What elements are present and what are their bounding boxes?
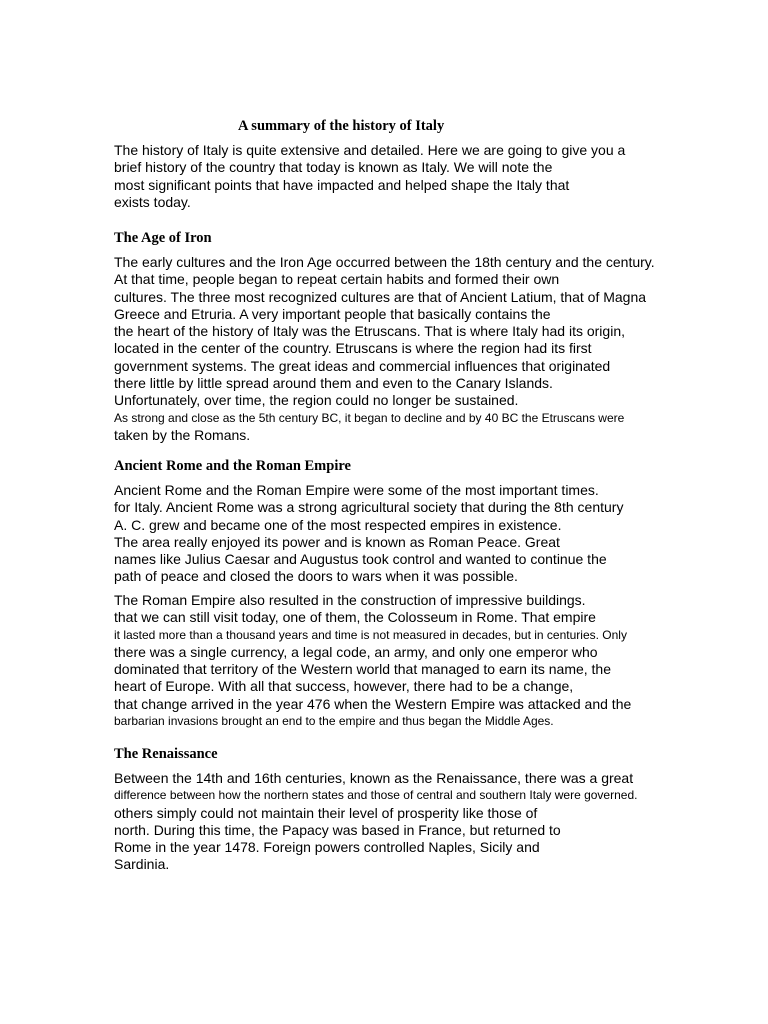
paragraph-line: heart of Europe. With all that success, however, there had to be a change, <box>114 678 574 695</box>
paragraph-line: there little by little spread around them and even to the Canary Islands. <box>114 375 553 392</box>
paragraph-line: located in the center of the country. Etruscans is where the region had its first <box>114 340 592 357</box>
paragraph-line: the heart of the history of Italy was the Etruscans. That is where Italy had its origin, <box>114 323 625 340</box>
paragraph-line: difference between how the northern states and those of central and southern Italy were governed. <box>114 788 638 803</box>
document-title: A summary of the history of Italy <box>238 118 445 134</box>
paragraph-line: Rome in the year 1478. Foreign powers controlled Naples, Sicily and <box>114 839 540 856</box>
paragraph-line: exists today. <box>114 193 191 210</box>
paragraph-line: for Italy. Ancient Rome was a strong agricultural society that during the 8th century <box>114 499 624 516</box>
paragraph-line: At that time, people began to repeat certain habits and formed their own <box>114 271 560 288</box>
section-heading-ancient-rome: Ancient Rome and the Roman Empire <box>114 458 351 474</box>
ancient-rome-paragraph-2 <box>114 592 631 730</box>
paragraph-line: north. During this time, the Papacy was based in France, but returned to <box>114 821 561 838</box>
section-heading-renaissance: The Renaissance <box>114 746 218 762</box>
paragraph-line: The history of Italy is quite extensive and detailed. Here we are going to give you a <box>114 142 626 158</box>
paragraph-line: names like Julius Caesar and Augustus took control and wanted to continue the <box>114 551 607 568</box>
paragraph-line: Sardinia. <box>114 856 170 873</box>
paragraph-line: The Roman Empire also resulted in the construction of impressive buildings. <box>114 592 586 608</box>
paragraph-line: that change arrived in the year 476 when the Western Empire was attacked and the <box>114 695 632 712</box>
paragraph-line: Greece and Etruria. A very important people that basically contains the <box>114 305 551 322</box>
age-of-iron-paragraph <box>114 254 655 444</box>
paragraph-line: cultures. The three most recognized cultures are that of Ancient Latium, that of Magna <box>114 288 647 305</box>
paragraph-line: path of peace and closed the doors to wars when it was possible. <box>114 568 518 585</box>
paragraph-line: brief history of the country that today is known as Italy. We will note the <box>114 159 553 176</box>
paragraph-line: it lasted more than a thousand years and time is not measured in decades, but in centuries. Only <box>114 627 627 642</box>
ancient-rome-paragraph-1 <box>114 482 623 586</box>
paragraph-line: Unfortunately, over time, the region could no longer be sustained. <box>114 392 519 409</box>
paragraph-line: The area really enjoyed its power and is known as Roman Peace. Great <box>114 533 560 550</box>
paragraph-line: The early cultures and the Iron Age occurred between the 18th century and the century. <box>114 254 655 270</box>
paragraph-line: taken by the Romans. <box>114 426 251 443</box>
paragraph-line: dominated that territory of the Western world that managed to earn its name, the <box>114 661 612 678</box>
paragraph-line: that we can still visit today, one of them, the Colosseum in Rome. That empire <box>114 609 596 626</box>
paragraph-line: government systems. The great ideas and commercial influences that originated <box>114 357 611 374</box>
paragraph-line: A. C. grew and became one of the most respected empires in existence. <box>114 516 562 533</box>
paragraph-line: others simply could not maintain their level of prosperity like those of <box>114 804 538 821</box>
paragraph-line: Between the 14th and 16th centuries, known as the Renaissance, there was a great <box>114 770 634 786</box>
paragraph-line: most significant points that have impacted and helped shape the Italy that <box>114 176 570 193</box>
paragraph-line: there was a single currency, a legal code, an army, and only one emperor who <box>114 643 598 660</box>
section-heading-age-of-iron: The Age of Iron <box>114 230 212 246</box>
paragraph-line: barbarian invasions brought an end to the empire and thus began the Middle Ages. <box>114 714 554 729</box>
paragraph-line: As strong and close as the 5th century BC, it began to decline and by 40 BC the Etruscans were <box>114 410 625 425</box>
paragraph-line: Ancient Rome and the Roman Empire were some of the most important times. <box>114 482 599 498</box>
intro-paragraph <box>114 142 625 211</box>
renaissance-paragraph <box>114 770 637 874</box>
